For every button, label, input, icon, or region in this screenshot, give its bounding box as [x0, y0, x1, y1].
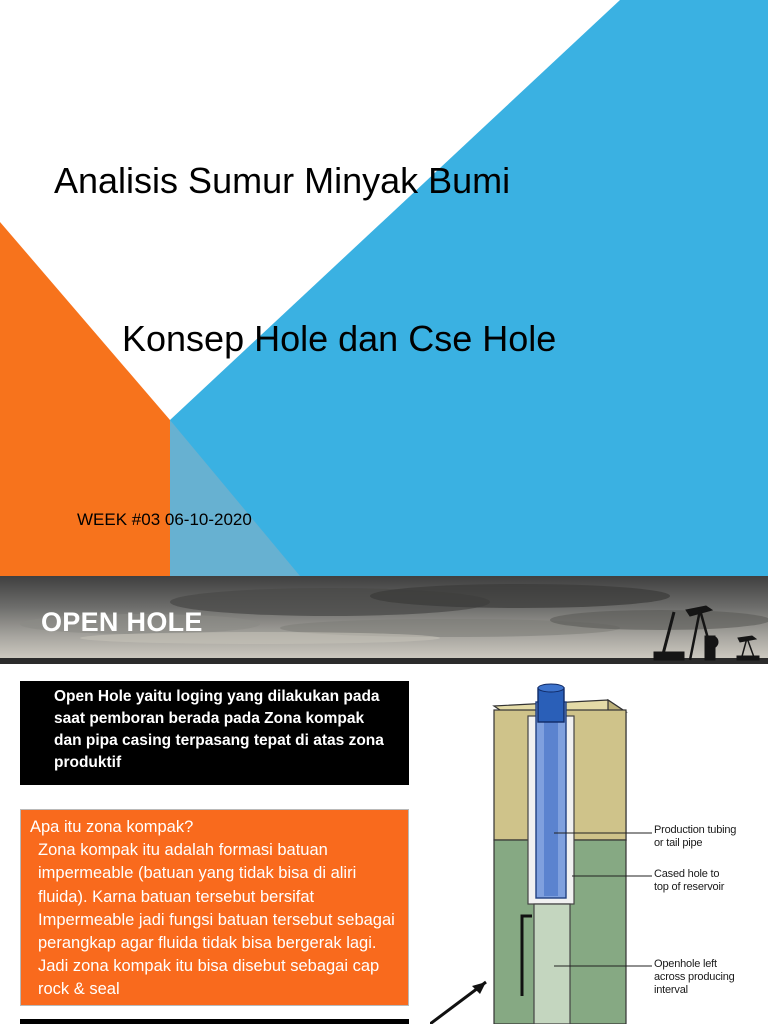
open-hole-slide: [0, 576, 768, 1024]
label-production-tubing: Production tubing or tail pipe: [654, 824, 737, 849]
section-title: OPEN HOLE: [41, 607, 203, 637]
definition-text: Open Hole yaitu loging yang dilakukan pada saat pemboran berada pada Zona kompak dan pipa casing terpasang tepat di atas zona produktif: [54, 688, 384, 771]
label-cased-hole: Cased hole to top of reservoir: [654, 868, 725, 893]
slide-title: Analisis Sumur Minyak Bumi: [54, 160, 511, 201]
week-date-label: WEEK #03 06-10-2020: [77, 510, 252, 529]
explanation-question: Apa itu zona kompak?: [30, 818, 194, 836]
explanation-answer: Zona kompak itu adalah formasi batuan impermeable (batuan yang tidak bisa di aliri fluida). Karna batuan tersebut bersifat Impermeable jadi fungsi batuan tersebut sebagai perangkap agar fluida tidak bisa bergerak lagi. Jadi zona kompak itu bisa disebut sebagai cap rock & seal: [38, 841, 395, 999]
explanation-box: [20, 809, 409, 1006]
label-openhole: Openhole left across producing interval: [654, 958, 735, 996]
black-strip: [20, 1019, 409, 1024]
slide-subtitle: Konsep Hole dan Cse Hole: [122, 318, 557, 359]
definition-box: [20, 681, 409, 785]
blue-triangle-shape: [170, 0, 768, 576]
open-hole-diagram: [430, 676, 768, 1024]
sky-banner: [0, 576, 768, 664]
